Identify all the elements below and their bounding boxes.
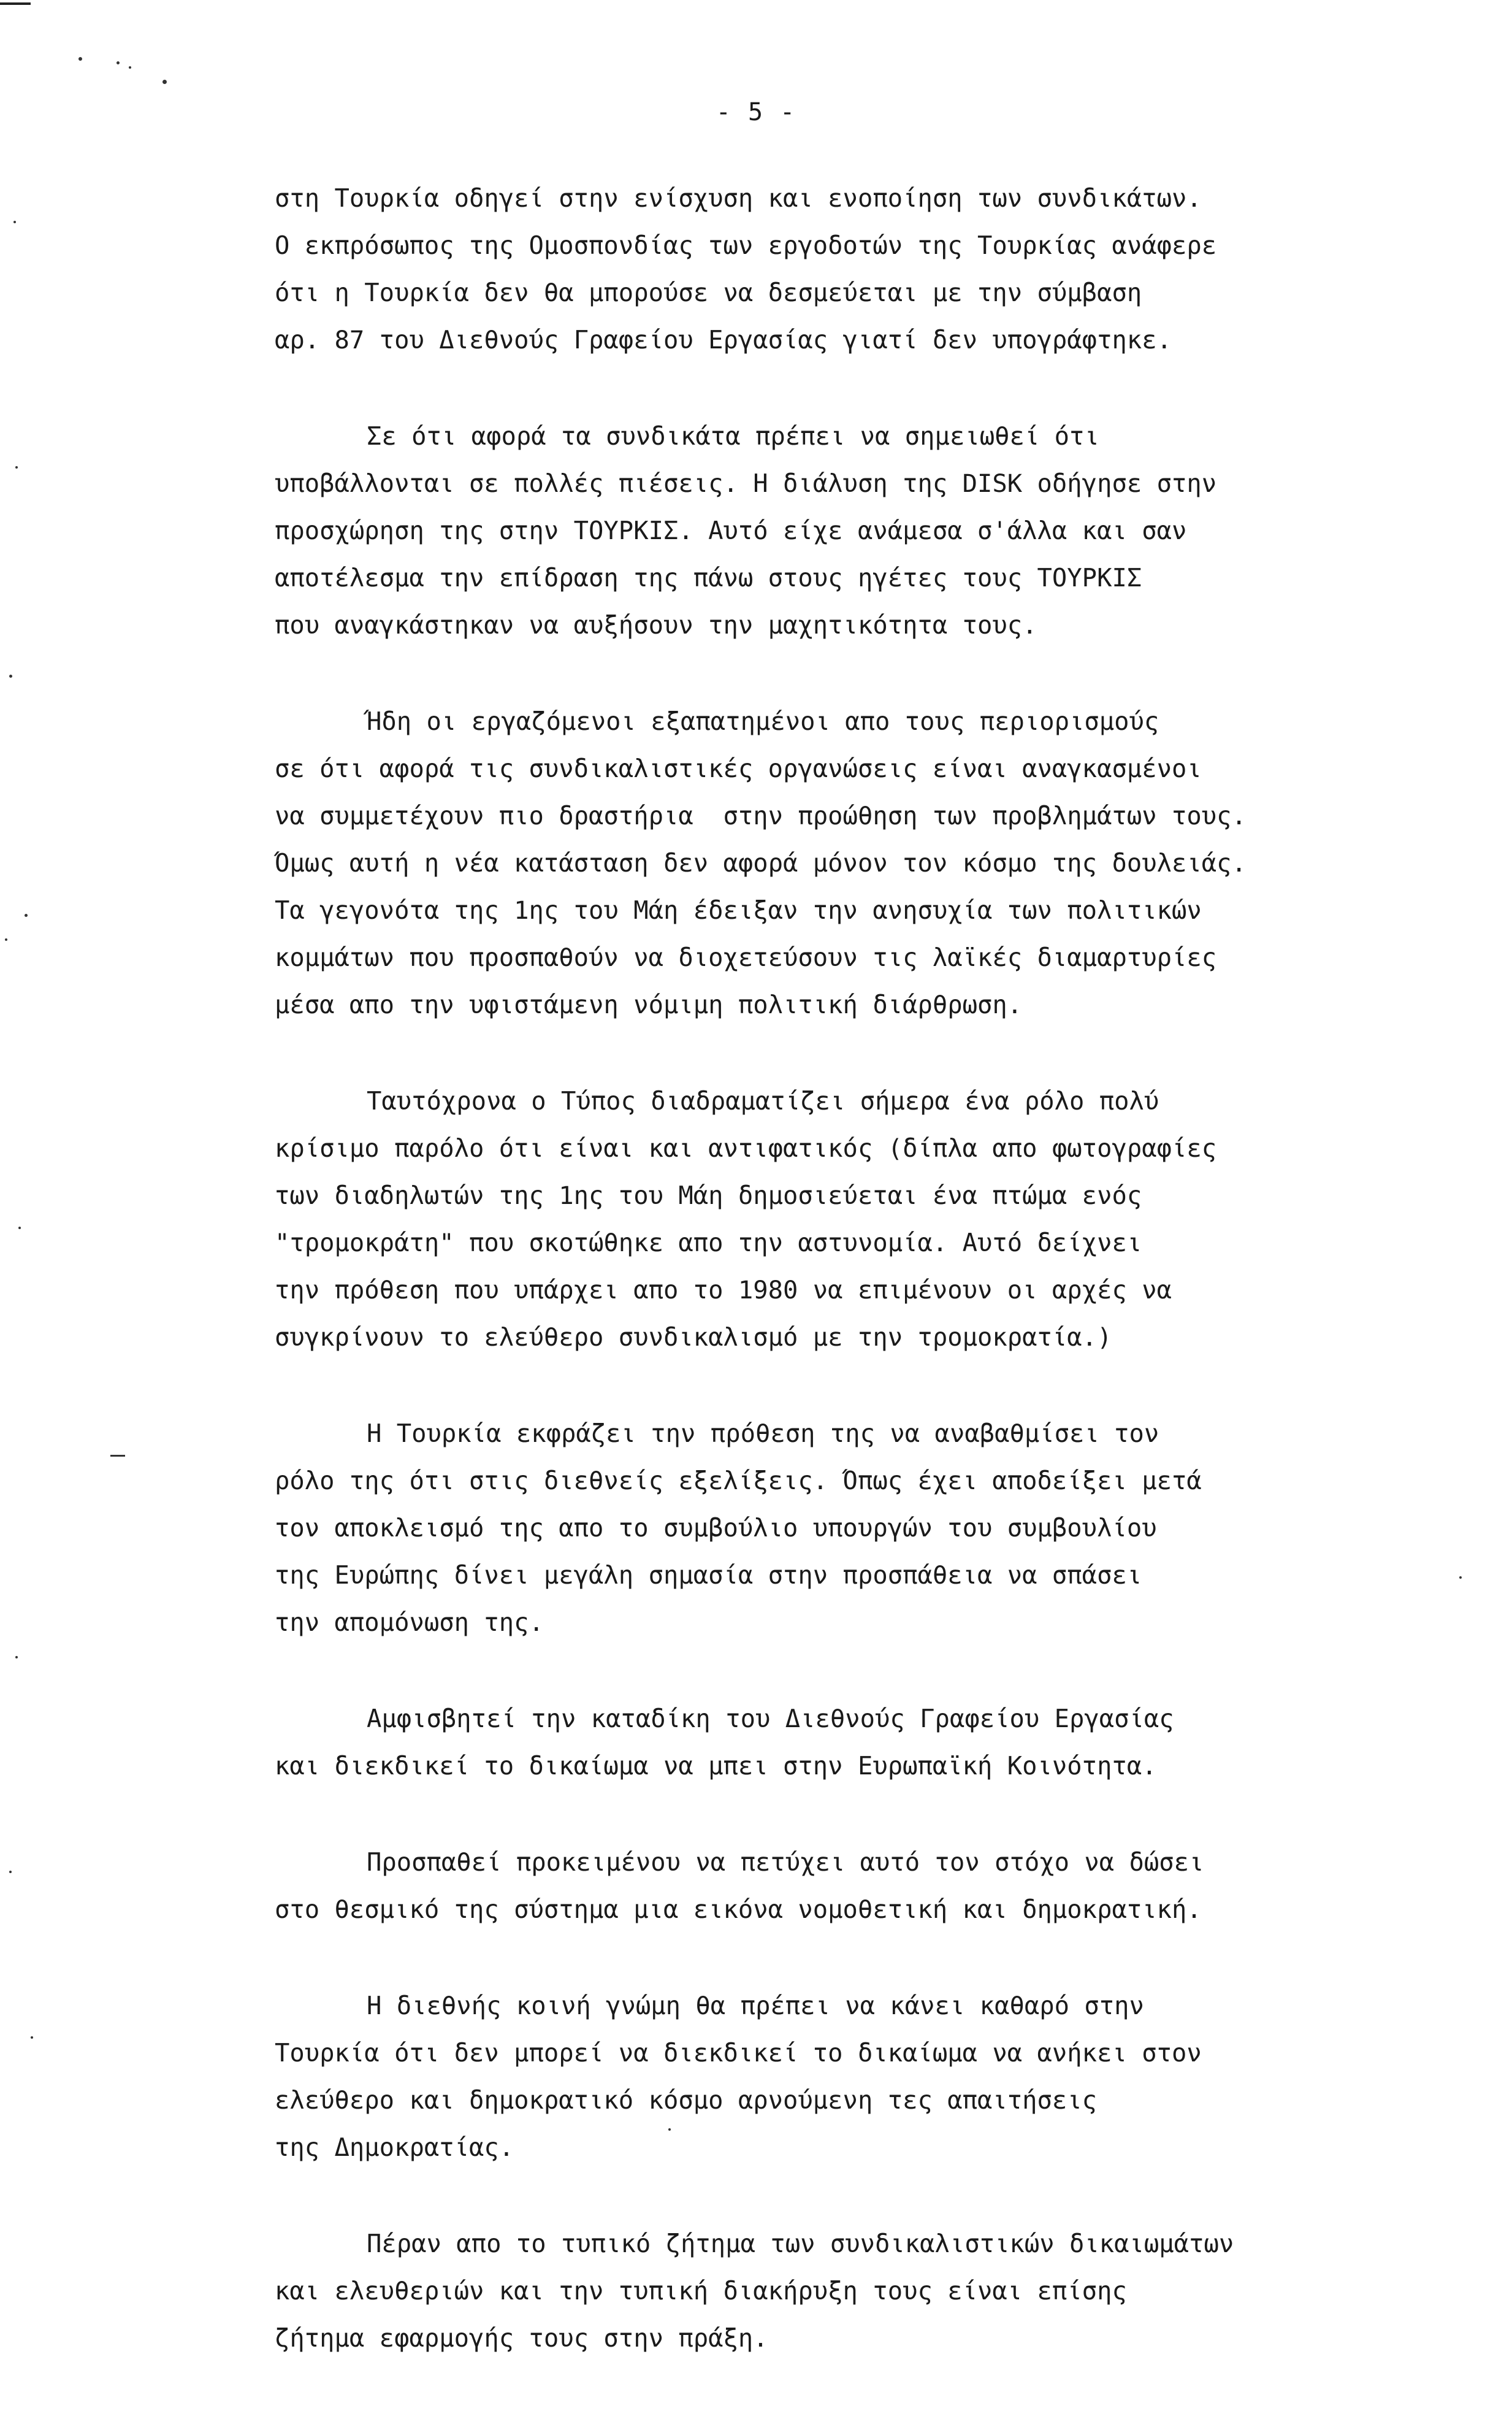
document-body (275, 175, 1440, 2411)
scan-speck (9, 675, 12, 678)
scan-speck (116, 61, 120, 64)
text-line: να συμμετέχουν πιο δραστήρια στην προώθηση των προβλημάτων τους. (275, 801, 1247, 830)
text-line: κρίσιμο παρόλο ότι είναι και αντιφατικός (δίπλα απο φωτογραφίες (275, 1133, 1217, 1163)
page-number: - 5 - (716, 98, 796, 126)
text-line: αρ. 87 του Διεθνούς Γραφείου Εργασίας γιατί δεν υπογράφτηκε. (275, 325, 1172, 355)
paragraph (275, 2220, 1440, 2362)
paragraph (275, 1078, 1440, 1361)
text-line: υποβάλλονται σε πολλές πιέσεις. Η διάλυση της DISK οδήγησε στην (275, 469, 1217, 498)
text-line: που αναγκάστηκαν να αυξήσουν την μαχητικότητα τους. (275, 610, 1037, 640)
text-line: της Ευρώπης δίνει μεγάλη σημασία στην προσπάθεια να σπάσει (275, 1560, 1142, 1590)
scan-speck (668, 2128, 671, 2131)
text-line: σε ότι αφορά τις συνδικαλιστικές οργανώσεις είναι αναγκασμένοι (275, 754, 1202, 783)
paragraph (275, 1695, 1440, 1790)
text-line: αποτέλεσμα την επίδραση της πάνω στους ηγέτες τους ΤΟΥΡΚΙΣ (275, 563, 1142, 592)
paragraph (275, 175, 1440, 364)
text-line: Ταυτόχρονα ο Τύπος διαδραματίζει σήμερα ένα ρόλο πολύ (367, 1086, 1159, 1116)
text-line: Όμως αυτή η νέα κατάσταση δεν αφορά μόνον τον κόσμο της δουλειάς. (275, 848, 1247, 878)
margin-dash-mark (110, 1455, 125, 1457)
scan-speck (15, 466, 18, 469)
text-line: Η διεθνής κοινή γνώμη θα πρέπει να κάνει καθαρό στην (367, 1991, 1144, 2020)
text-line: της Δημοκρατίας. (275, 2133, 514, 2162)
text-line: ζήτημα εφαρμογής τους στην πράξη. (275, 2323, 768, 2353)
text-line: Η Τουρκία εκφράζει την πρόθεση της να αναβαθμίσει τον (367, 1419, 1159, 1448)
text-line: Σε ότι αφορά τα συνδικάτα πρέπει να σημειωθεί ότι (367, 421, 1099, 451)
text-line: Τουρκία ότι δεν μπορεί να διεκδικεί το δικαίωμα να ανήκει στον (275, 2038, 1202, 2068)
scan-speck (18, 1227, 21, 1229)
paragraph (275, 413, 1440, 649)
text-line: Ο εκπρόσωπος της Ομοσπονδίας των εργοδοτών της Τουρκίας ανάφερε (275, 231, 1217, 260)
text-line: τον αποκλεισμό της απο το συμβούλιο υπουργών του συμβουλίου (275, 1513, 1157, 1543)
scan-speck (9, 1871, 12, 1873)
scan-speck (162, 80, 167, 84)
text-line: συγκρίνουν το ελεύθερο συνδικαλισμό με την τρομοκρατία.) (275, 1322, 1112, 1352)
scan-speck (31, 2036, 33, 2039)
text-line: κομμάτων που προσπαθούν να διοχετεύσουν τις λαϊκές διαμαρτυρίες (275, 943, 1217, 972)
text-line: "τρομοκράτη" που σκοτώθηκε απο την αστυνομία. Αυτό δείχνει (275, 1228, 1142, 1257)
text-line: μέσα απο την υφιστάμενη νόμιμη πολιτική διάρθρωση. (275, 990, 1023, 1019)
scan-edge-mark (0, 2, 31, 5)
scan-speck (1459, 1576, 1462, 1579)
paragraph (275, 1839, 1440, 1933)
paragraph (275, 698, 1440, 1029)
text-line: ότι η Τουρκία δεν θα μπορούσε να δεσμεύεται με την σύμβαση (275, 278, 1142, 307)
text-line: και ελευθεριών και την τυπική διακήρυξη τους είναι επίσης (275, 2276, 1127, 2306)
scan-speck (5, 938, 7, 941)
text-line: και διεκδικεί το δικαίωμα να μπει στην Ευρωπαϊκή Κοινότητα. (275, 1751, 1157, 1780)
scan-speck (129, 66, 131, 69)
text-line: στο θεσμικό της σύστημα μια εικόνα νομοθετική και δημοκρατική. (275, 1895, 1202, 1924)
text-line: Τα γεγονότα της 1ης του Μάη έδειξαν την ανησυχία των πολιτικών (275, 895, 1202, 925)
text-line: στη Τουρκία οδηγεί στην ενίσχυση και ενοποίηση των συνδικάτων. (275, 183, 1202, 213)
scan-speck (78, 57, 82, 61)
scan-speck (15, 1656, 18, 1658)
text-line: Προσπαθεί προκειμένου να πετύχει αυτό τον στόχο να δώσει (367, 1847, 1204, 1877)
scan-speck (13, 221, 16, 223)
text-line: την απομόνωση της. (275, 1608, 544, 1637)
text-line: των διαδηλωτών της 1ης του Μάη δημοσιεύεται ένα πτώμα ενός (275, 1181, 1142, 1210)
paragraph (275, 1982, 1440, 2171)
text-line: προσχώρηση της στην ΤΟΥΡΚΙΣ. Αυτό είχε ανάμεσα σ'άλλα και σαν (275, 516, 1187, 545)
text-line: την πρόθεση που υπάρχει απο το 1980 να επιμένουν οι αρχές να (275, 1275, 1172, 1305)
text-line: Αμφισβητεί την καταδίκη του Διεθνούς Γραφείου Εργασίας (367, 1704, 1174, 1733)
text-line: Πέραν απο το τυπικό ζήτημα των συνδικαλιστικών δικαιωμάτων (367, 2229, 1234, 2258)
text-line: ελεύθερο και δημοκρατικό κόσμο αρνούμενη τες απαιτήσεις (275, 2085, 1098, 2115)
text-line: ρόλο της ότι στις διεθνείς εξελίξεις. Όπως έχει αποδείξει μετά (275, 1466, 1202, 1495)
scan-speck (25, 914, 28, 917)
text-line: Ήδη οι εργαζόμενοι εξαπατημένοι απο τους περιορισμούς (367, 707, 1159, 736)
paragraph (275, 1410, 1440, 1646)
